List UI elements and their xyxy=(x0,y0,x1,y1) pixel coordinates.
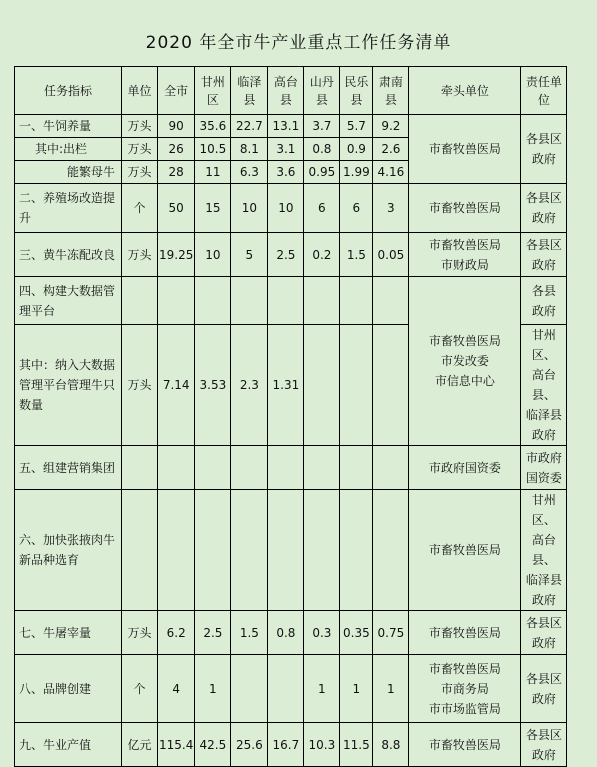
total-cell: 50 xyxy=(158,184,195,233)
ganzhou-cell: 2.5 xyxy=(195,611,231,655)
sunan-cell: 1 xyxy=(373,655,409,723)
linze-cell xyxy=(231,446,268,490)
minle-cell: 1.99 xyxy=(340,161,373,184)
linze-cell: 2.3 xyxy=(231,325,268,446)
header-linze: 临泽 县 xyxy=(231,67,268,115)
resp-cell: 各县区 政府 xyxy=(521,115,567,184)
ganzhou-cell: 11 xyxy=(195,161,231,184)
resp-cell: 各县区 政府 xyxy=(521,655,567,723)
gaotai-cell: 0.8 xyxy=(268,611,304,655)
resp-cell: 市政府 国资委 xyxy=(521,446,567,490)
resp-cell: 各县 政府 xyxy=(521,277,567,325)
header-total: 全市 xyxy=(158,67,195,115)
lead-cell: 市畜牧兽医局 xyxy=(409,611,521,655)
task-name: 一、牛饲养量 xyxy=(15,115,122,138)
lead-cell: 市畜牧兽医局 xyxy=(409,115,521,184)
gaotai-cell xyxy=(268,277,304,325)
unit-cell: 万头 xyxy=(122,115,158,138)
header-lead: 牵头单位 xyxy=(409,67,521,115)
shandan-cell xyxy=(304,325,340,446)
header-minle: 民乐 县 xyxy=(340,67,373,115)
header-unit: 单位 xyxy=(122,67,158,115)
ganzhou-cell: 42.5 xyxy=(195,723,231,767)
resp-cell: 甘州区、 高台县、 临泽县 政府 xyxy=(521,325,567,446)
minle-cell xyxy=(340,490,373,611)
task-name: 八、品牌创建 xyxy=(15,655,122,723)
gaotai-cell: 3.1 xyxy=(268,138,304,161)
table-row xyxy=(15,655,567,723)
linze-cell: 10 xyxy=(231,184,268,233)
linze-cell xyxy=(231,490,268,611)
gaotai-cell: 3.6 xyxy=(268,161,304,184)
unit-cell: 个 xyxy=(122,184,158,233)
unit-cell xyxy=(122,277,158,325)
unit-cell: 万头 xyxy=(122,611,158,655)
lead-cell: 市畜牧兽医局 xyxy=(409,184,521,233)
header-resp: 责任单 位 xyxy=(521,67,567,115)
task-name: 六、加快张掖肉牛 新品种选育 xyxy=(15,490,122,611)
total-cell: 4 xyxy=(158,655,195,723)
gaotai-cell xyxy=(268,655,304,723)
minle-cell xyxy=(340,277,373,325)
sunan-cell xyxy=(373,277,409,325)
lead-cell: 市畜牧兽医局 xyxy=(409,723,521,767)
total-cell: 19.25 xyxy=(158,233,195,277)
linze-cell xyxy=(231,655,268,723)
table-row xyxy=(15,723,567,767)
sunan-cell: 0.75 xyxy=(373,611,409,655)
linze-cell: 25.6 xyxy=(231,723,268,767)
table-row xyxy=(15,490,567,611)
sunan-cell: 8.8 xyxy=(373,723,409,767)
sunan-cell xyxy=(373,446,409,490)
table-row xyxy=(15,233,567,277)
sunan-cell: 4.16 xyxy=(373,161,409,184)
total-cell: 28 xyxy=(158,161,195,184)
table-row xyxy=(15,115,567,138)
sunan-cell: 2.6 xyxy=(373,138,409,161)
sunan-cell: 9.2 xyxy=(373,115,409,138)
table-row xyxy=(15,611,567,655)
total-cell xyxy=(158,446,195,490)
resp-cell: 各县区 政府 xyxy=(521,184,567,233)
minle-cell: 1 xyxy=(340,655,373,723)
task-name: 四、构建大数据管 理平台 xyxy=(15,277,122,325)
ganzhou-cell: 1 xyxy=(195,655,231,723)
gaotai-cell: 16.7 xyxy=(268,723,304,767)
ganzhou-cell: 10 xyxy=(195,233,231,277)
shandan-cell: 0.3 xyxy=(304,611,340,655)
shandan-cell: 0.8 xyxy=(304,138,340,161)
linze-cell: 1.5 xyxy=(231,611,268,655)
gaotai-cell xyxy=(268,446,304,490)
gaotai-cell: 1.31 xyxy=(268,325,304,446)
shandan-cell xyxy=(304,490,340,611)
unit-cell xyxy=(122,446,158,490)
header-ganzhou: 甘州 区 xyxy=(195,67,231,115)
unit-cell: 亿元 xyxy=(122,723,158,767)
shandan-cell: 0.2 xyxy=(304,233,340,277)
linze-cell: 22.7 xyxy=(231,115,268,138)
lead-cell: 市畜牧兽医局 xyxy=(409,490,521,611)
resp-cell: 各县区 政府 xyxy=(521,233,567,277)
task-name: 九、牛业产值 xyxy=(15,723,122,767)
minle-cell: 0.35 xyxy=(340,611,373,655)
page-title: 2020 年全市牛产业重点工作任务清单 xyxy=(145,33,452,53)
shandan-cell xyxy=(304,446,340,490)
minle-cell: 0.9 xyxy=(340,138,373,161)
shandan-cell: 3.7 xyxy=(304,115,340,138)
ganzhou-cell: 3.53 xyxy=(195,325,231,446)
sunan-cell: 3 xyxy=(373,184,409,233)
task-name: 三、黄牛冻配改良 xyxy=(15,233,122,277)
lead-cell: 市畜牧兽医局 市财政局 xyxy=(409,233,521,277)
shandan-cell: 1 xyxy=(304,655,340,723)
ganzhou-cell: 15 xyxy=(195,184,231,233)
sunan-cell xyxy=(373,490,409,611)
total-cell: 26 xyxy=(158,138,195,161)
unit-cell: 万头 xyxy=(122,161,158,184)
lead-cell: 市畜牧兽医局 市商务局 市市场监管局 xyxy=(409,655,521,723)
unit-cell: 万头 xyxy=(122,138,158,161)
total-cell: 6.2 xyxy=(158,611,195,655)
gaotai-cell: 13.1 xyxy=(268,115,304,138)
unit-cell: 万头 xyxy=(122,325,158,446)
shandan-cell xyxy=(304,277,340,325)
minle-cell xyxy=(340,446,373,490)
sunan-cell: 0.05 xyxy=(373,233,409,277)
linze-cell: 5 xyxy=(231,233,268,277)
resp-cell: 甘州区、 高台县、 临泽县 政府 xyxy=(521,490,567,611)
total-cell: 7.14 xyxy=(158,325,195,446)
task-name: 能繁母牛 xyxy=(15,161,122,184)
minle-cell: 6 xyxy=(340,184,373,233)
minle-cell: 5.7 xyxy=(340,115,373,138)
lead-cell: 市政府国资委 xyxy=(409,446,521,490)
task-table xyxy=(14,66,567,767)
table-row xyxy=(15,446,567,490)
linze-cell: 6.3 xyxy=(231,161,268,184)
ganzhou-cell: 10.5 xyxy=(195,138,231,161)
shandan-cell: 10.3 xyxy=(304,723,340,767)
ganzhou-cell: 35.6 xyxy=(195,115,231,138)
ganzhou-cell xyxy=(195,277,231,325)
gaotai-cell xyxy=(268,490,304,611)
resp-cell: 各县区 政府 xyxy=(521,611,567,655)
minle-cell: 1.5 xyxy=(340,233,373,277)
ganzhou-cell xyxy=(195,490,231,611)
table-row xyxy=(15,184,567,233)
shandan-cell: 0.95 xyxy=(304,161,340,184)
gaotai-cell: 10 xyxy=(268,184,304,233)
resp-cell: 各县区 政府 xyxy=(521,723,567,767)
unit-cell: 个 xyxy=(122,655,158,723)
unit-cell xyxy=(122,490,158,611)
linze-cell: 8.1 xyxy=(231,138,268,161)
gaotai-cell: 2.5 xyxy=(268,233,304,277)
lead-cell: 市畜牧兽医局 市发改委 市信息中心 xyxy=(409,277,521,446)
task-name: 其中:出栏 xyxy=(15,138,122,161)
ganzhou-cell xyxy=(195,446,231,490)
header-task: 任务指标 xyxy=(15,67,122,115)
total-cell xyxy=(158,277,195,325)
header-row xyxy=(15,67,567,115)
header-gaotai: 高台 县 xyxy=(268,67,304,115)
header-sunan: 肃南 县 xyxy=(373,67,409,115)
task-name: 其中：纳入大数据 管理平台管理牛只 数量 xyxy=(15,325,122,446)
shandan-cell: 6 xyxy=(304,184,340,233)
table-row xyxy=(15,277,567,325)
task-name: 七、牛屠宰量 xyxy=(15,611,122,655)
minle-cell: 11.5 xyxy=(340,723,373,767)
linze-cell xyxy=(231,277,268,325)
total-cell xyxy=(158,490,195,611)
sunan-cell xyxy=(373,325,409,446)
minle-cell xyxy=(340,325,373,446)
total-cell: 90 xyxy=(158,115,195,138)
header-shandan: 山丹 县 xyxy=(304,67,340,115)
task-name: 二、养殖场改造提 升 xyxy=(15,184,122,233)
task-name: 五、组建营销集团 xyxy=(15,446,122,490)
total-cell: 115.4 xyxy=(158,723,195,767)
unit-cell: 万头 xyxy=(122,233,158,277)
